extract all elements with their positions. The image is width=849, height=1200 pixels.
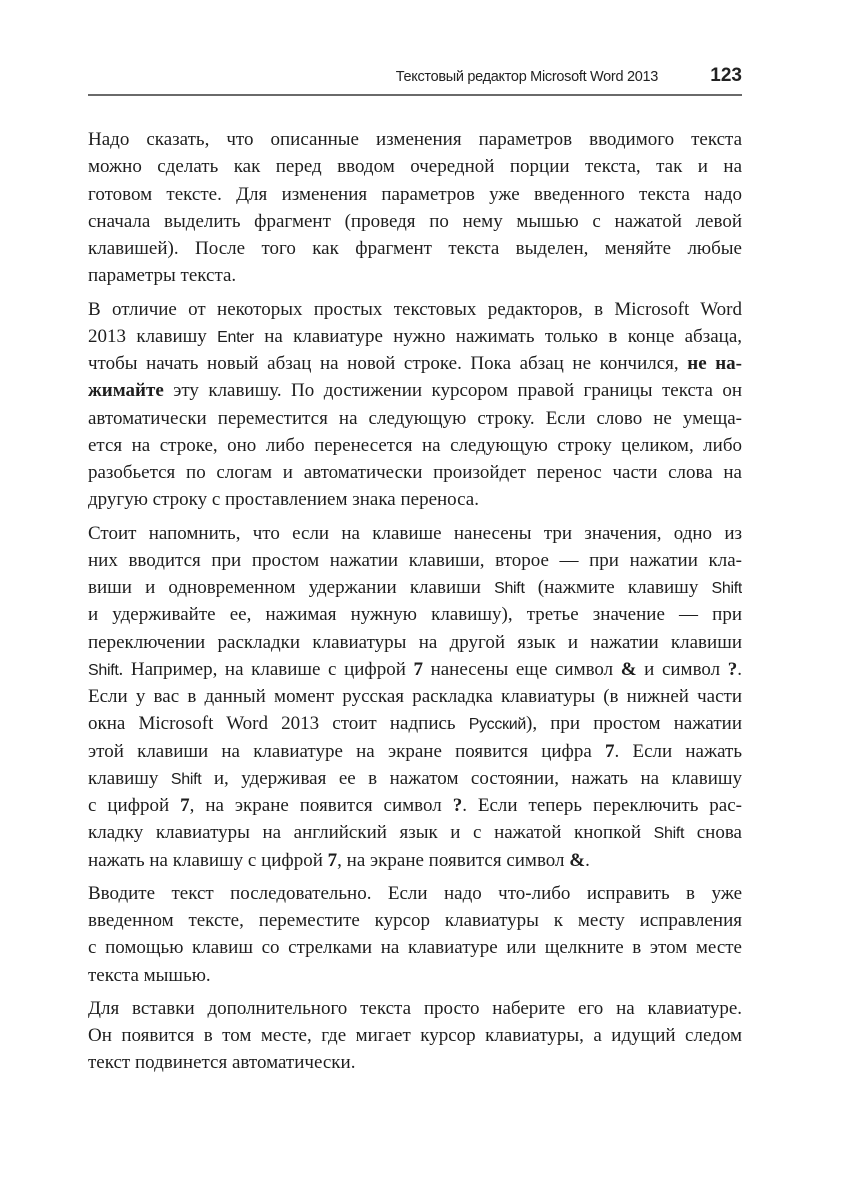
text-line [88,547,742,574]
text-run: текста мышью. [88,964,211,986]
text-line [88,629,742,656]
text-line [88,405,742,432]
text-line [88,350,742,377]
key-name: Enter [217,328,254,346]
text-run: Стоит напомнить, что если на клавише нанесены три значения, одно из [88,522,742,544]
paragraph [88,880,742,989]
text-run: . Если теперь переключить рас- [462,795,742,816]
running-header-title: Текстовый редактор Microsoft Word 2013 [395,69,658,85]
bold-text: ? [727,658,738,680]
text-run: и удерживайте ее, нажимая нужную клавишу), третье значение — при [88,604,742,626]
text-run: готовом тексте. Для изменения параметров уже введенного текста надо [88,183,742,205]
text-run: чтобы начать новый абзац на новой строке. Пока абзац не кончился, [88,353,688,374]
text-run: Если у вас в данный момент русская раскладка клавиатуры (в нижней части [88,686,742,707]
text-run: . Если нажать [614,740,742,762]
text-run: клавишу [88,767,171,789]
text-line [88,601,742,628]
text-run: текст подвинется автоматически. [88,1052,356,1074]
text-line [88,377,742,404]
bold-text: 7 [413,658,423,680]
text-run: и, удерживая ее в нажатом состоянии, нажать на клавишу [201,767,742,789]
text-run: нажать на клавишу с цифрой [88,849,328,871]
text-run: , на экране появится символ [337,849,570,871]
paragraph [88,126,742,290]
text-run: переключении раскладки клавиатуры на другой язык и нажатии клавиши [88,631,742,653]
text-run: эту клавишу. По достижении курсором правой границы текста он [163,380,742,402]
text-run: и символ [636,658,728,680]
text-run: (нажмите клавишу [524,577,712,598]
text-run: ется на строке, оно либо перенесется на следующую строку целиком, либо [88,434,742,456]
key-name: Shift [711,580,742,597]
text-line [88,126,742,153]
key-name: Shift [170,770,202,788]
text-run: разобьется по слогам и автоматически произойдет перенос части слова на [88,462,742,483]
bold-text: 7 [180,795,190,816]
paragraph [88,296,742,514]
body-text [88,126,742,1083]
key-name: Shift [494,580,525,597]
text-run: виши и одновременном удержании клавиши [88,577,495,598]
text-run: с помощью клавиш со стрелками на клавиатуре или щелкните в этом месте [88,937,742,959]
text-run: можно сделать как перед вводом очередной порции текста, так и на [88,156,742,178]
text-line [88,296,742,323]
text-run: Вводите текст последовательно. Если надо что-либо исправить в уже [88,882,742,904]
page-number: 123 [710,65,742,86]
text-line [88,880,742,907]
key-name: Русский [468,716,527,734]
text-run: другую строку с проставлением знака переноса. [88,489,479,511]
key-name: Shift [88,661,119,679]
text-line [88,765,742,792]
text-line [88,235,742,262]
text-line [88,819,742,846]
text-run: этой клавиши на клавиатуре на экране появится цифра [88,740,605,762]
text-line [88,323,742,350]
text-run: автоматически переместится на следующую строку. Если слово не умеща- [88,407,742,429]
text-line [88,1049,742,1076]
text-run: ), при простом нажатии [526,713,742,735]
text-run: сначала выделить фрагмент (проведя по нему мышью с нажатой левой [88,210,742,232]
text-run: . [585,849,590,871]
text-line [88,907,742,934]
running-header [88,64,742,96]
text-line [88,656,742,683]
text-line [88,181,742,208]
text-line [88,962,742,989]
bold-text: 7 [605,740,615,762]
text-line [88,432,742,459]
text-run: Для вставки дополнительного текста просто наберите его на клавиатуре. [88,997,742,1019]
text-run: на клавиатуре нужно нажимать только в конце абзаца, [253,325,742,347]
text-run: введенном тексте, переместите курсор клавиатуры к месту исправления [88,910,742,931]
text-line [88,792,742,819]
text-run: В отличие от некоторых простых текстовых редакторов, в Microsoft Word [88,298,742,320]
text-line [88,459,742,486]
text-run: с цифрой [88,795,181,816]
text-run: Надо сказать, что описанные изменения параметров вводимого текста [88,129,742,150]
bold-text: жимайте [88,380,164,402]
text-run: кладку клавиатуры на английский язык и с нажатой кнопкой [88,822,654,844]
text-run: клавишей). После того как фрагмент текста выделен, меняйте любые [88,238,742,259]
text-line [88,934,742,961]
text-line [88,262,742,289]
text-run: Он появится в том месте, где мигает курсор клавиатуры, а идущий следом [88,1025,742,1046]
bold-text: & [620,658,637,680]
text-line [88,574,742,601]
text-line [88,847,742,874]
text-run: . Например, на клавише с цифрой [118,658,414,680]
bold-text: ? [452,795,463,816]
text-line [88,153,742,180]
text-line [88,1022,742,1049]
bold-text: 7 [327,849,338,871]
bold-text: & [569,849,586,871]
text-line [88,208,742,235]
text-line [88,995,742,1022]
text-line [88,738,742,765]
text-line [88,683,742,710]
paragraph [88,995,742,1077]
paragraph [88,520,742,874]
text-run: 2013 клавишу [88,325,218,347]
text-run: нанесены еще символ [422,658,621,680]
text-run: параметры текста. [88,265,237,287]
text-run: них вводится при простом нажатии клавиши, второе — при нажатии кла- [88,549,742,571]
text-line [88,710,742,737]
key-name: Shift [653,825,685,843]
text-run: окна Microsoft Word 2013 стоит надпись [88,713,469,735]
text-run: , на экране появится символ [189,795,453,816]
bold-text: не на- [687,353,742,374]
text-line [88,486,742,513]
text-run: . [737,658,742,680]
text-line [88,520,742,547]
text-run: снова [684,822,742,844]
